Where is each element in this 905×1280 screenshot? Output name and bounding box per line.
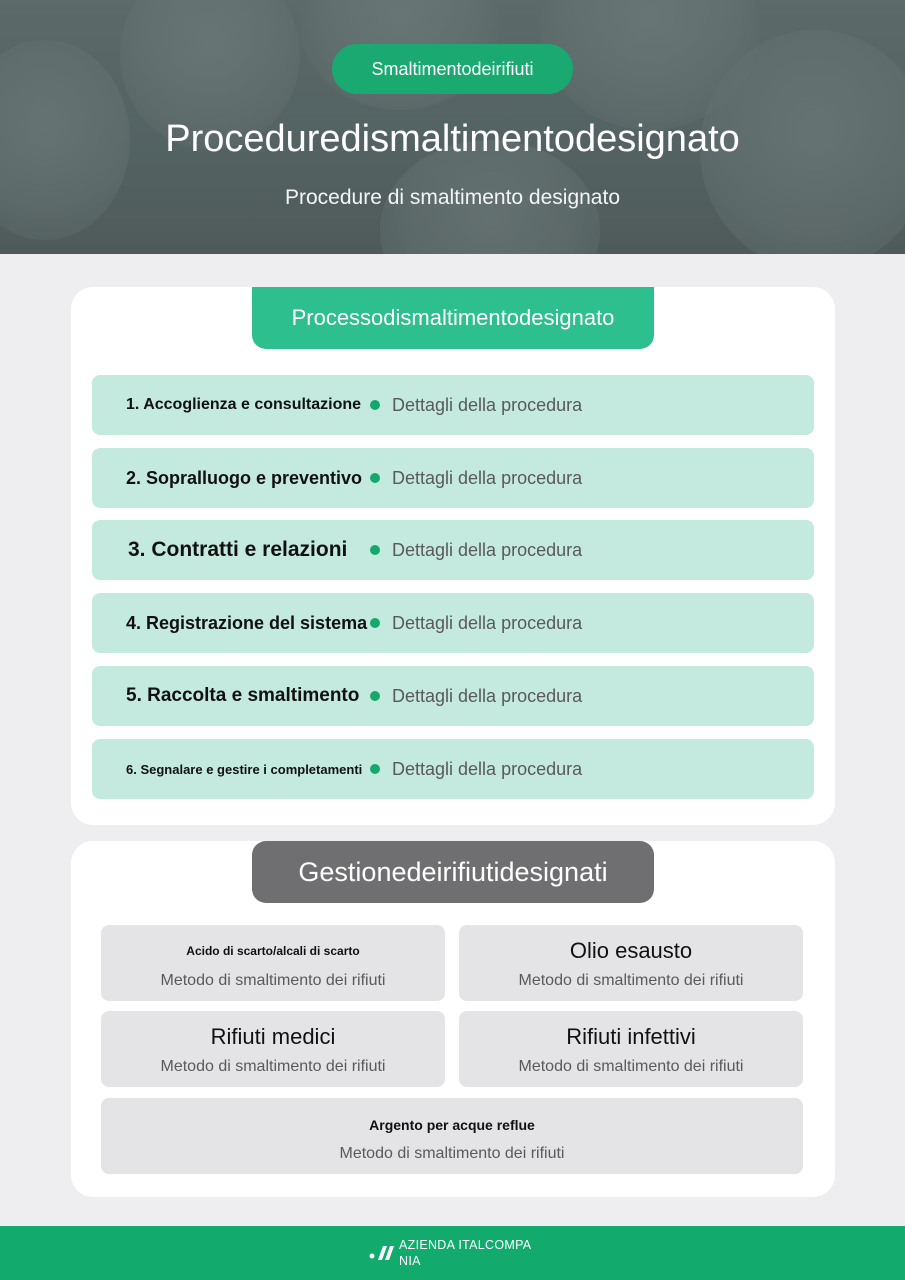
company-name: AZIENDA ITALCOMPANIA	[399, 1238, 532, 1268]
process-step-4	[92, 593, 814, 653]
waste-title: Rifiuti medici	[210, 1024, 336, 1049]
management-card	[71, 841, 835, 1197]
footer	[0, 1226, 905, 1280]
step-title: 6. Segnalare e gestire i completamenti	[126, 761, 363, 777]
waste-detail: Metodo di smaltimento dei rifiuti	[518, 1058, 744, 1075]
bullet-dot-icon	[370, 618, 380, 628]
process-step-1	[92, 375, 814, 435]
process-heading: Processodismaltimentodesignato	[252, 287, 654, 349]
waste-title: Rifiuti infettivi	[566, 1024, 696, 1049]
waste-item	[101, 925, 445, 1001]
waste-item	[459, 925, 803, 1001]
bullet-dot-icon	[370, 473, 380, 483]
page-subtitle: Procedure di smaltimento designato	[284, 186, 620, 209]
bullet-dot-icon	[370, 764, 380, 774]
page-title: Proceduredismaltimentodesignato	[165, 118, 740, 160]
bullet-dot-icon	[370, 400, 380, 410]
category-pill: Smaltimentodeirifiuti	[332, 44, 573, 94]
step-title: 3. Contratti e relazioni	[128, 538, 348, 561]
hero-banner	[0, 0, 905, 254]
process-step-5	[92, 666, 814, 726]
step-detail: Dettagli della procedura	[392, 467, 583, 488]
step-detail: Dettagli della procedura	[392, 685, 583, 706]
step-detail: Dettagli della procedura	[392, 394, 583, 415]
management-heading: Gestionedeirifiutidesignati	[252, 841, 654, 903]
step-detail: Dettagli della procedura	[392, 539, 583, 560]
waste-detail: Metodo di smaltimento dei rifiuti	[339, 1145, 565, 1162]
brand-mark-icon	[369, 1244, 397, 1262]
waste-title: Argento per acque reflue	[369, 1117, 535, 1133]
step-title: 4. Registrazione del sistema	[126, 612, 368, 633]
step-detail: Dettagli della procedura	[392, 758, 583, 779]
waste-detail: Metodo di smaltimento dei rifiuti	[160, 1058, 386, 1075]
process-step-3	[92, 520, 814, 580]
waste-detail: Metodo di smaltimento dei rifiuti	[160, 972, 386, 989]
waste-title: Acido di scarto/alcali di scarto	[186, 944, 360, 958]
process-step-6	[92, 739, 814, 799]
step-title: 2. Sopralluogo e preventivo	[126, 467, 363, 488]
waste-item	[459, 1011, 803, 1087]
bullet-dot-icon	[370, 691, 380, 701]
step-detail: Dettagli della procedura	[392, 612, 583, 633]
waste-item	[101, 1098, 803, 1174]
step-title: 1. Accoglienza e consultazione	[126, 396, 362, 413]
waste-title: Olio esausto	[569, 938, 693, 963]
process-step-2	[92, 448, 814, 508]
bullet-dot-icon	[370, 545, 380, 555]
waste-detail: Metodo di smaltimento dei rifiuti	[518, 972, 744, 989]
waste-item	[101, 1011, 445, 1087]
step-title: 5. Raccolta e smaltimento	[126, 685, 360, 706]
process-card	[71, 287, 835, 825]
